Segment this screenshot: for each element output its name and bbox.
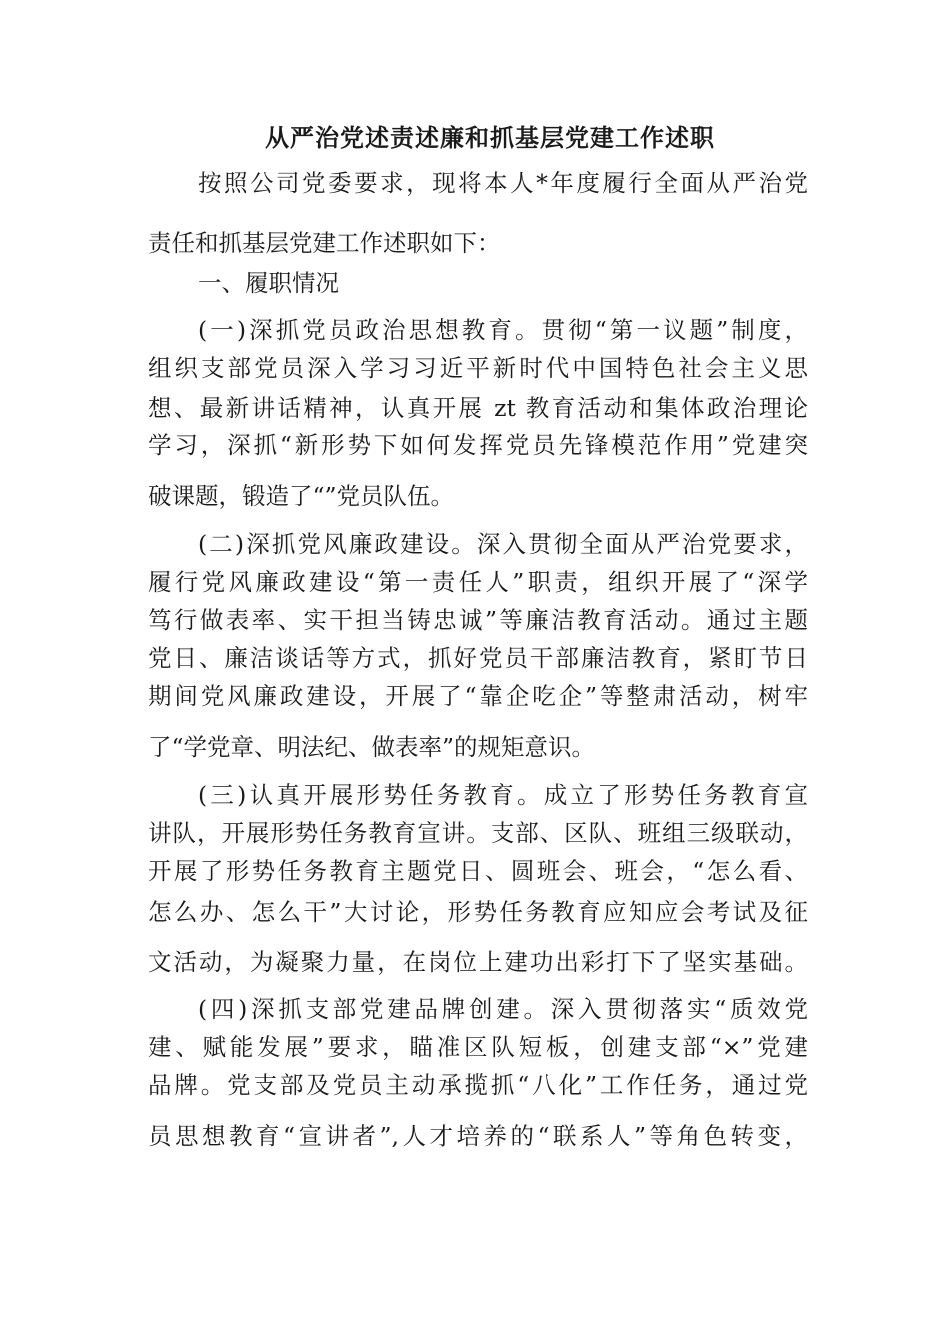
paragraph-line: 责任和抓基层党建工作述职如下： — [148, 229, 501, 257]
paragraph-line: 党日、廉洁谈话等方式，抓好党员干部廉洁教育，紧盯节日 — [148, 644, 808, 672]
paragraph-line: 员思想教育“宣讲者”,人才培养的“联系人”等角色转变， — [148, 1122, 808, 1150]
paragraph-line: (二)深抓党风廉政建设。深入贯彻全面从严治党要求， — [198, 530, 808, 558]
paragraph-line: 开展了形势任务教育主题党日、圆班会、班会，“怎么看、 — [148, 857, 808, 885]
paragraph-line: 怎么办、怎么干”大讨论，形势任务教育应知应会考试及征 — [148, 898, 808, 926]
paragraph-line: 想、最新讲话精神，认真开展 zt 教育活动和集体政治理论 — [148, 394, 808, 422]
paragraph-line: 学习，深抓“新形势下如何发挥党员先锋模范作用”党建突 — [148, 431, 808, 459]
paragraph-line: 履行党风廉政建设“第一责任人”职责，组织开展了“深学 — [148, 568, 808, 596]
paragraph-line: (三)认真开展形势任务教育。成立了形势任务教育宣 — [198, 781, 808, 809]
paragraph-line: 按照公司党委要求，现将本人*年度履行全面从严治党 — [198, 169, 808, 197]
section-heading: 一、履职情况 — [198, 269, 339, 297]
paragraph-line: (一)深抓党员政治思想教育。贯彻“第一议题”制度， — [198, 316, 808, 344]
paragraph-line: 破课题，锻造了“”党员队伍。 — [148, 482, 455, 510]
paragraph-line: 笃行做表率、实干担当铸忠诚”等廉洁教育活动。通过主题 — [148, 606, 808, 634]
paragraph-line: (四)深抓支部党建品牌创建。深入贯彻落实“质效党 — [198, 995, 808, 1023]
paragraph-line: 期间党风廉政建设，开展了“靠企吃企”等整肃活动，树牢 — [148, 682, 808, 710]
paragraph-line: 建、赋能发展”要求，瞄准区队短板，创建支部“×”党建 — [148, 1033, 808, 1061]
document-title: 从严治党述责述廉和抓基层党建工作述职 — [265, 123, 715, 152]
paragraph-line: 组织支部党员深入学习习近平新时代中国特色社会主义思 — [148, 354, 808, 382]
paragraph-line: 品牌。党支部及党员主动承揽抓“八化”工作任务，通过党 — [148, 1071, 808, 1099]
paragraph-line: 文活动，为凝聚力量，在岗位上建功出彩打下了坚实基础。 — [148, 948, 808, 976]
paragraph-line: 了“学党章、明法纪、做表率”的规矩意识。 — [148, 733, 596, 761]
paragraph-line: 讲队，开展形势任务教育宣讲。支部、区队、班组三级联动， — [148, 819, 808, 847]
